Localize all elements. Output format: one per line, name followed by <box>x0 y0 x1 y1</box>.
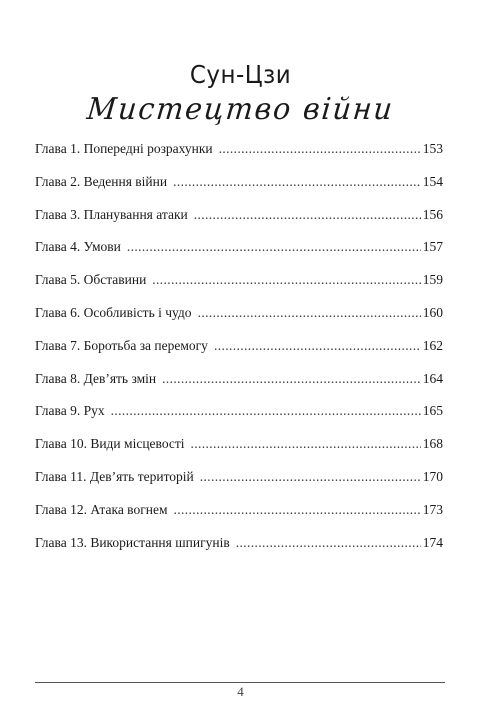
dot-leader <box>162 368 421 390</box>
toc-entry-title: Глава 12. Атака вогнем <box>35 501 168 517</box>
table-of-contents <box>35 138 443 564</box>
toc-entry-page: 160 <box>422 304 443 320</box>
toc-entry <box>35 171 443 204</box>
dot-leader <box>198 302 421 324</box>
toc-entry-title: Глава 10. Види місцевості <box>35 436 185 452</box>
dot-leader <box>236 532 421 554</box>
toc-entry-title: Глава 1. Попередні розрахунки <box>35 141 213 156</box>
toc-entry-page: 170 <box>422 468 443 484</box>
toc-entry-page: 162 <box>422 337 443 353</box>
toc-entry-title: Глава 8. Дев’ять змін <box>35 370 157 386</box>
toc-entry <box>35 466 443 499</box>
toc-entry <box>35 433 443 466</box>
dot-leader <box>200 466 421 488</box>
toc-entry <box>35 532 443 565</box>
toc-entry <box>35 236 443 269</box>
toc-entry-page: 154 <box>422 173 443 189</box>
dot-leader <box>219 138 421 160</box>
dot-leader <box>173 171 421 193</box>
toc-entry-page: 165 <box>422 403 443 419</box>
toc-entry-page: 157 <box>422 239 443 255</box>
toc-entry <box>35 204 443 237</box>
toc-entry <box>35 499 443 532</box>
dot-leader <box>191 433 421 455</box>
toc-entry-title: Глава 5. Обставини <box>35 272 147 288</box>
toc-entry-page: 159 <box>422 272 443 288</box>
footer-divider <box>35 682 445 683</box>
dot-leader <box>214 335 421 357</box>
dot-leader <box>152 269 420 291</box>
toc-entry-page: 156 <box>422 206 443 222</box>
dot-leader <box>127 236 421 258</box>
toc-entry <box>35 335 443 368</box>
toc-entry-page: 168 <box>422 436 443 452</box>
toc-entry-title: Глава 9. Рух <box>35 403 105 419</box>
toc-entry <box>35 269 443 302</box>
toc-entry-title: Глава 13. Використання шпигунів <box>35 534 230 550</box>
toc-entry-title: Глава 2. Ведення війни <box>35 173 168 189</box>
toc-entry <box>35 138 443 171</box>
toc-entry-page: 153 <box>422 141 443 156</box>
toc-entry-title: Глава 11. Дев’ять територій <box>35 468 194 484</box>
toc-entry-page: 164 <box>422 370 443 386</box>
toc-entry-page: 173 <box>422 501 443 517</box>
toc-entry <box>35 400 443 433</box>
toc-entry-title: Глава 6. Особливість і чудо <box>35 304 192 320</box>
toc-entry <box>35 368 443 401</box>
toc-entry-page: 174 <box>422 534 443 550</box>
toc-entry-title: Глава 4. Умови <box>35 239 121 255</box>
toc-entry-title: Глава 3. Планування атаки <box>35 206 188 222</box>
dot-leader <box>194 204 421 226</box>
book-title: Мистецтво війни <box>85 92 396 127</box>
toc-entry-title: Глава 7. Боротьба за перемогу <box>35 337 208 353</box>
author-name: Сун-Цзи <box>189 60 292 89</box>
page-number: 4 <box>237 684 244 699</box>
dot-leader <box>111 400 421 422</box>
dot-leader <box>174 499 421 521</box>
toc-entry <box>35 302 443 335</box>
